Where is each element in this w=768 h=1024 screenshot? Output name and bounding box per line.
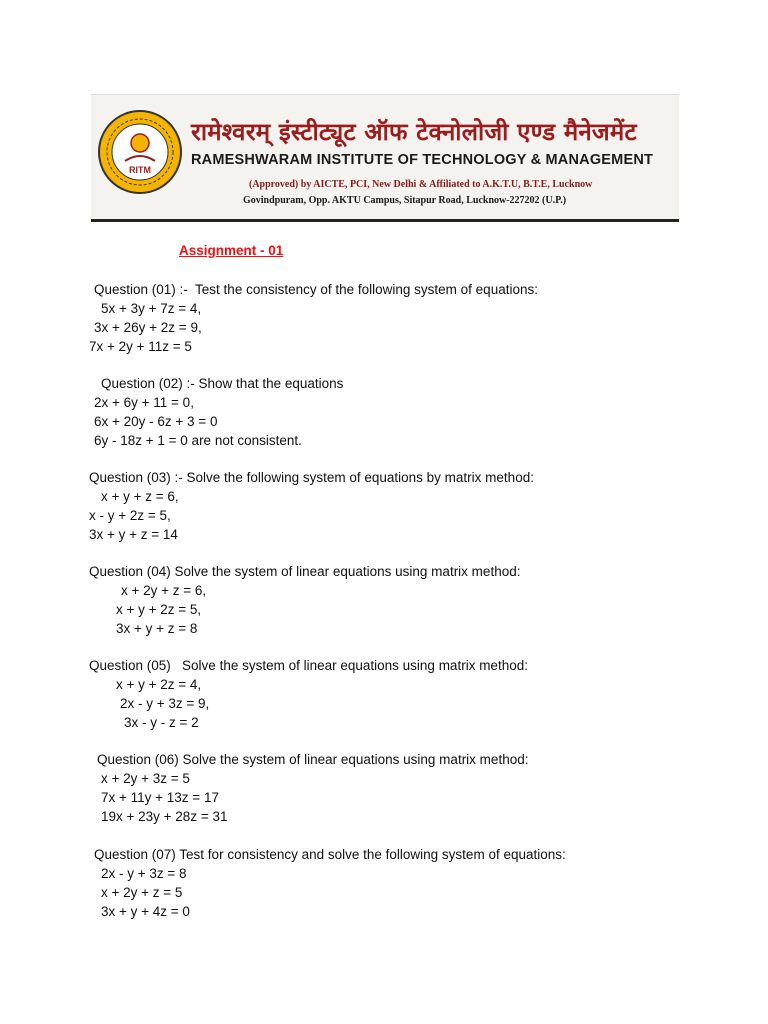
equation: x + 2y + z = 6, [121, 583, 207, 598]
equation: x + y + 2z = 5, [116, 602, 202, 617]
equation: 7x + 11y + 13z = 17 [101, 790, 219, 805]
question-02: Question (02) :- Show that the equations [101, 376, 344, 391]
institute-name-hindi: रामेश्वरम् इंस्टीट्यूट ऑफ टेक्नोलोजी एण्ड मैनेजमेंट [191, 118, 637, 146]
equation: x + 2y + z = 5 [101, 885, 183, 900]
assignment-title: Assignment - 01 [179, 243, 284, 258]
equation: x + y + 2z = 4, [116, 677, 202, 692]
institute-name-english: RAMESHWARAM INSTITUTE OF TECHNOLOGY & MANAGEMENT [191, 152, 654, 168]
equation: x + y + z = 6, [101, 489, 179, 504]
equation: x + 2y + 3z = 5 [101, 771, 190, 786]
approval-line: (Approved) by AICTE, PCI, New Delhi & Affiliated to A.K.T.U, B.T.E, Lucknow [249, 179, 593, 190]
address-line: Govindpuram, Opp. AKTU Campus, Sitapur Road, Lucknow-227202 (U.P.) [243, 195, 567, 206]
institute-logo-icon [97, 109, 183, 195]
equation: 3x - y - z = 2 [124, 715, 199, 730]
equation: 2x - y + 3z = 8 [101, 866, 187, 881]
question-06: Question (06) Solve the system of linear equations using matrix method: [97, 752, 529, 767]
question-07: Question (07) Test for consistency and solve the following system of equations: [94, 847, 566, 862]
equation: x - y + 2z = 5, [89, 508, 171, 523]
equation: 3x + y + z = 8 [116, 621, 198, 636]
logo-text: RITM [129, 165, 151, 175]
equation: 3x + y + z = 14 [89, 527, 178, 542]
equation: 6x + 20y - 6z + 3 = 0 [94, 414, 218, 429]
question-01: Question (01) :- Test the consistency of the following system of equations: [94, 282, 538, 297]
equation: 7x + 2y + 11z = 5 [89, 339, 192, 354]
question-03: Question (03) :- Solve the following system of equations by matrix method: [89, 470, 534, 485]
institute-banner [91, 94, 679, 222]
equation: 2x - y + 3z = 9, [120, 696, 210, 711]
equation: 5x + 3y + 7z = 4, [101, 301, 202, 316]
question-04: Question (04) Solve the system of linear equations using matrix method: [89, 564, 521, 579]
equation: 3x + 26y + 2z = 9, [94, 320, 202, 335]
equation: 2x + 6y + 11 = 0, [94, 395, 194, 410]
equation: 6y - 18z + 1 = 0 are not consistent. [94, 433, 302, 448]
question-05: Question (05) Solve the system of linear equations using matrix method: [89, 658, 528, 673]
equation: 19x + 23y + 28z = 31 [101, 809, 228, 824]
equation: 3x + y + 4z = 0 [101, 904, 190, 919]
